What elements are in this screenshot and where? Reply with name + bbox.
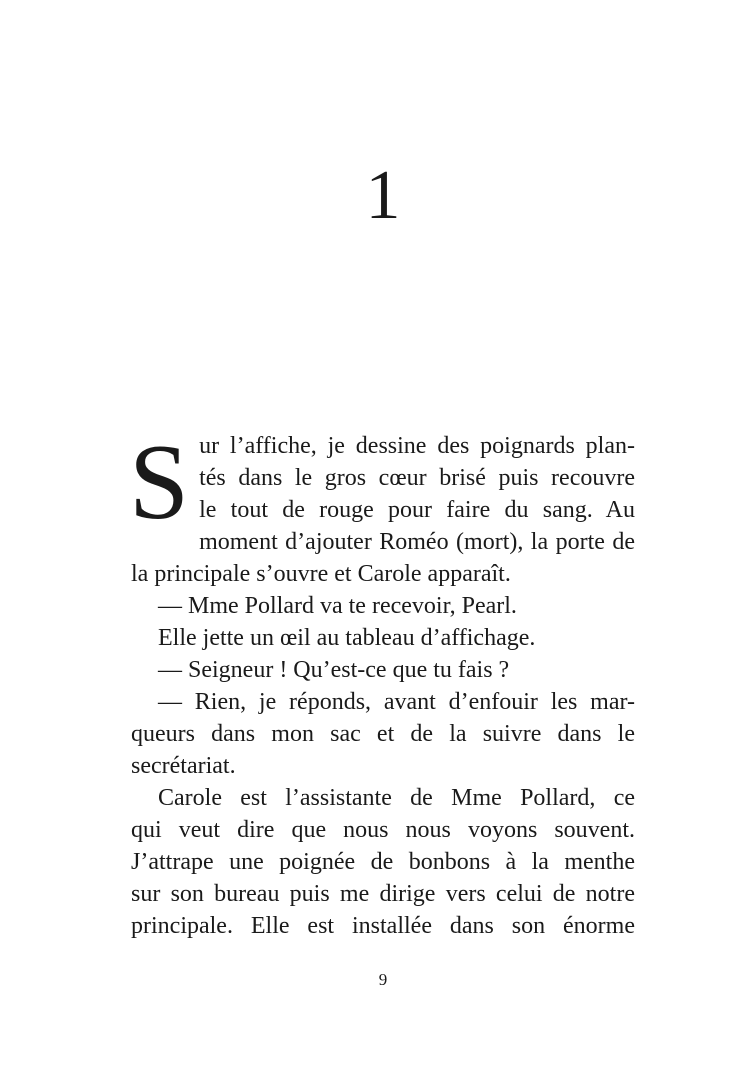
chapter-number: 1 [365,157,401,234]
text-line: J’attrape une poignée de bonbons à la menthe [131,849,635,875]
page-number: 9 [378,970,388,989]
text-line: principale. Elle est installée dans son énorme [131,913,635,939]
dialogue-line: — Rien, je réponds, avant d’enfouir les mar- [158,689,635,715]
text-line: tés dans le gros cœur brisé puis recouvre [199,465,635,491]
text-line: ur l’affiche, je dessine des poignards plan- [199,433,635,459]
text-line: la principale s’ouvre et Carole apparaît. [131,561,511,587]
text-line: Carole est l’assistante de Mme Pollard, ce [158,785,635,811]
text-line: moment d’ajouter Roméo (mort), la porte de [199,529,635,555]
body-text [129,423,635,942]
drop-cap: S [129,423,190,542]
text-line: qui veut dire que nous nous voyons souvent. [131,817,635,843]
text-line: queurs dans mon sac et de la suivre dans le [131,721,635,747]
text-line: sur son bureau puis me dirige vers celui de notre [131,881,635,907]
dialogue-line: — Seigneur ! Qu’est-ce que tu fais ? [158,657,510,683]
text-line: le tout de rouge pour faire du sang. Au [199,497,635,523]
dialogue-line: — Mme Pollard va te recevoir, Pearl. [158,593,517,619]
narration-line: Elle jette un œil au tableau d’affichage. [158,625,536,651]
text-line: secrétariat. [131,753,236,779]
